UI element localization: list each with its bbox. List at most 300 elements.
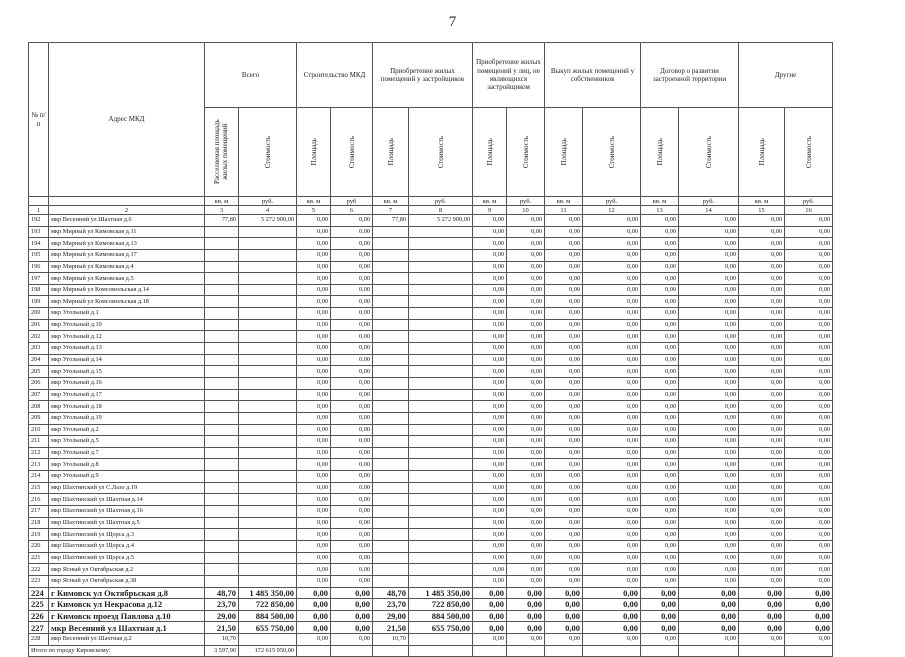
row-value-cell: 0,00 — [507, 482, 545, 494]
row-number: 203 — [29, 343, 49, 355]
row-value-cell: 0,00 — [679, 377, 739, 389]
row-value-cell: 0,00 — [331, 412, 373, 424]
row-value-cell: 0,00 — [331, 284, 373, 296]
row-value-cell: 0,00 — [785, 343, 833, 355]
row-value-cell — [373, 506, 409, 518]
row-value-cell — [205, 261, 239, 273]
row-value-cell: 0,00 — [473, 564, 507, 576]
row-value-cell: 0,00 — [739, 226, 785, 238]
row-value-cell — [239, 366, 297, 378]
row-value-cell: 0,00 — [545, 622, 583, 634]
row-value-cell — [239, 634, 297, 646]
row-value-cell: 0,00 — [679, 366, 739, 378]
row-value-cell — [205, 564, 239, 576]
row-value-cell: 0,00 — [785, 540, 833, 552]
table-row — [29, 401, 833, 413]
row-value-cell: 0,00 — [507, 284, 545, 296]
table-row — [29, 249, 833, 261]
row-value-cell: 48,70 — [373, 587, 409, 599]
row-value-cell — [205, 308, 239, 320]
row-value-cell: 0,00 — [473, 273, 507, 285]
row-address: мкр Угольный д.13 — [49, 343, 205, 355]
row-value-cell — [239, 471, 297, 483]
row-value-cell: 0,00 — [473, 540, 507, 552]
unit-label: руб. — [583, 197, 641, 206]
row-value-cell: 0,00 — [739, 296, 785, 308]
row-value-cell: 0,00 — [679, 238, 739, 250]
row-value-cell: 0,00 — [545, 215, 583, 227]
row-value-cell: 0,00 — [297, 610, 331, 622]
row-value-cell: 0,00 — [473, 494, 507, 506]
row-address: мкр Ясный ул Октябрьская д.2 — [49, 564, 205, 576]
unit-label: кв. м — [739, 197, 785, 206]
subheader-area: Площадь — [297, 108, 331, 197]
row-value-cell: 0,00 — [473, 575, 507, 587]
row-value-cell — [373, 354, 409, 366]
row-value-cell: 0,00 — [507, 436, 545, 448]
row-address: мкр Шахтинский ул Щорса д.4 — [49, 540, 205, 552]
row-number: 201 — [29, 319, 49, 331]
row-value-cell: 0,00 — [473, 366, 507, 378]
row-value-cell: 0,00 — [545, 401, 583, 413]
row-number: 223 — [29, 575, 49, 587]
subheader-resettled-area: Расселяемая площадь жилых помещений — [205, 108, 239, 197]
row-value-cell: 0,00 — [331, 401, 373, 413]
row-value-cell: 0,00 — [297, 273, 331, 285]
row-value-cell: 0,00 — [739, 517, 785, 529]
row-value-cell — [373, 343, 409, 355]
row-value-cell: 0,00 — [507, 401, 545, 413]
group-header-purchase-developer: Приобретение жилых помещений у застройщиков — [373, 43, 473, 108]
row-value-cell — [409, 540, 473, 552]
row-value-cell — [205, 319, 239, 331]
row-value-cell: 0,00 — [473, 296, 507, 308]
table-row — [29, 389, 833, 401]
row-value-cell: 0,00 — [679, 587, 739, 599]
row-value-cell: 0,00 — [679, 599, 739, 611]
column-number: 12 — [583, 206, 641, 215]
row-value-cell: 0,00 — [739, 610, 785, 622]
row-value-cell: 0,00 — [739, 308, 785, 320]
row-value-cell: 0,00 — [473, 610, 507, 622]
column-number: 11 — [545, 206, 583, 215]
row-value-cell: 0,00 — [331, 610, 373, 622]
row-value-cell — [409, 261, 473, 273]
row-value-cell: 0,00 — [739, 331, 785, 343]
row-value-cell: 0,00 — [739, 482, 785, 494]
row-value-cell: 0,00 — [297, 517, 331, 529]
row-value-cell: 0,00 — [473, 284, 507, 296]
row-value-cell: 0,00 — [641, 610, 679, 622]
row-address: мкр Угольный д.7 — [49, 447, 205, 459]
row-address: г Кимовск ул Некрасова д.12 — [49, 599, 205, 611]
header-row-groups — [29, 43, 833, 108]
row-value-cell: 0,00 — [739, 447, 785, 459]
row-number: 206 — [29, 377, 49, 389]
row-value-cell: 0,00 — [507, 215, 545, 227]
row-value-cell: 0,00 — [473, 261, 507, 273]
row-number: 200 — [29, 308, 49, 320]
row-number: 220 — [29, 540, 49, 552]
row-value-cell — [205, 377, 239, 389]
row-value-cell: 0,00 — [641, 587, 679, 599]
row-value-cell: 0,00 — [785, 424, 833, 436]
row-value-cell: 0,00 — [545, 249, 583, 261]
row-value-cell: 0,00 — [679, 610, 739, 622]
row-value-cell: 0,00 — [473, 622, 507, 634]
row-value-cell: 0,00 — [331, 273, 373, 285]
row-value-cell: 0,00 — [583, 331, 641, 343]
row-value-cell: 0,00 — [473, 238, 507, 250]
row-value-cell: 0,00 — [641, 215, 679, 227]
table-row — [29, 319, 833, 331]
row-value-cell: 0,00 — [507, 261, 545, 273]
row-value-cell — [205, 389, 239, 401]
row-value-cell — [205, 540, 239, 552]
row-value-cell: 0,00 — [641, 226, 679, 238]
row-value-cell: 0,00 — [331, 343, 373, 355]
row-value-cell: 0,00 — [583, 412, 641, 424]
row-value-cell: 0,00 — [507, 354, 545, 366]
row-value-cell: 0,00 — [785, 506, 833, 518]
row-value-cell — [409, 412, 473, 424]
row-value-cell: 0,00 — [297, 319, 331, 331]
row-value-cell: 1 485 350,00 — [409, 587, 473, 599]
column-number: 14 — [679, 206, 739, 215]
row-value-cell: 0,00 — [785, 273, 833, 285]
row-value-cell: 0,00 — [679, 389, 739, 401]
row-value-cell: 0,00 — [507, 319, 545, 331]
row-value-cell: 0,00 — [583, 284, 641, 296]
row-value-cell: 0,00 — [583, 517, 641, 529]
row-value-cell: 0,00 — [583, 587, 641, 599]
row-value-cell: 0,00 — [785, 471, 833, 483]
row-value-cell: 0,00 — [473, 436, 507, 448]
row-value-cell: 0,00 — [297, 424, 331, 436]
row-value-cell: 0,00 — [473, 599, 507, 611]
row-value-cell: 0,00 — [739, 587, 785, 599]
row-value-cell — [409, 517, 473, 529]
row-value-cell: 0,00 — [785, 331, 833, 343]
row-address: мкр Мирный ул Кимовская д.13 — [49, 238, 205, 250]
row-value-cell — [205, 296, 239, 308]
row-number: 199 — [29, 296, 49, 308]
row-value-cell: 0,00 — [739, 575, 785, 587]
total-value-cell — [785, 645, 833, 656]
row-value-cell: 0,00 — [473, 459, 507, 471]
row-value-cell — [373, 575, 409, 587]
row-value-cell: 0,00 — [297, 354, 331, 366]
row-value-cell: 0,00 — [507, 249, 545, 261]
subheader-area: Площадь — [473, 108, 507, 197]
row-value-cell: 0,00 — [679, 447, 739, 459]
row-value-cell: 0,00 — [785, 366, 833, 378]
row-value-cell: 0,00 — [583, 459, 641, 471]
row-value-cell: 0,00 — [739, 540, 785, 552]
row-value-cell — [373, 529, 409, 541]
row-value-cell: 0,00 — [507, 343, 545, 355]
row-value-cell: 0,00 — [641, 249, 679, 261]
row-number: 209 — [29, 412, 49, 424]
row-value-cell: 0,00 — [297, 599, 331, 611]
row-value-cell: 0,00 — [739, 634, 785, 646]
row-value-cell: 0,00 — [473, 354, 507, 366]
row-value-cell — [373, 296, 409, 308]
row-value-cell: 0,00 — [679, 401, 739, 413]
row-value-cell: 0,00 — [545, 482, 583, 494]
table-row — [29, 296, 833, 308]
row-value-cell: 0,00 — [331, 215, 373, 227]
row-address: мкр Угольный д.17 — [49, 389, 205, 401]
row-value-cell: 0,00 — [679, 308, 739, 320]
subheader-cost: Стоимость — [583, 108, 641, 197]
row-value-cell: 1 485 350,00 — [239, 587, 297, 599]
row-value-cell: 0,00 — [641, 401, 679, 413]
row-value-cell: 0,00 — [545, 587, 583, 599]
row-value-cell: 0,00 — [785, 412, 833, 424]
total-value-cell — [545, 645, 583, 656]
unit-label: руб. — [785, 197, 833, 206]
row-value-cell: 0,00 — [785, 226, 833, 238]
row-value-cell — [239, 506, 297, 518]
unit-label: руб. — [507, 197, 545, 206]
row-value-cell: 0,00 — [297, 261, 331, 273]
column-number: 13 — [641, 206, 679, 215]
row-value-cell — [409, 471, 473, 483]
row-value-cell: 0,00 — [679, 459, 739, 471]
row-value-cell — [409, 226, 473, 238]
row-value-cell — [409, 494, 473, 506]
row-value-cell: 0,00 — [545, 354, 583, 366]
row-value-cell: 0,00 — [641, 284, 679, 296]
row-value-cell: 0,00 — [545, 273, 583, 285]
row-value-cell — [373, 540, 409, 552]
row-number: 211 — [29, 436, 49, 448]
row-value-cell — [373, 284, 409, 296]
row-value-cell: 0,00 — [545, 471, 583, 483]
total-value-cell — [583, 645, 641, 656]
unit-label: кв. м — [545, 197, 583, 206]
row-value-cell: 0,00 — [297, 552, 331, 564]
row-value-cell: 0,00 — [545, 436, 583, 448]
row-value-cell: 21,50 — [205, 622, 239, 634]
row-value-cell: 0,00 — [297, 401, 331, 413]
subheader-area: Площадь — [373, 108, 409, 197]
row-value-cell: 0,00 — [297, 215, 331, 227]
row-value-cell: 0,00 — [331, 599, 373, 611]
row-value-cell: 21,50 — [373, 622, 409, 634]
row-value-cell — [409, 389, 473, 401]
subheader-cost: Стоимость — [785, 108, 833, 197]
unit-label: кв. м — [373, 197, 409, 206]
row-value-cell: 0,00 — [739, 506, 785, 518]
row-value-cell: 0,00 — [473, 412, 507, 424]
row-value-cell — [205, 482, 239, 494]
row-value-cell: 0,00 — [785, 517, 833, 529]
row-value-cell: 0,00 — [297, 506, 331, 518]
row-value-cell: 0,00 — [583, 564, 641, 576]
total-row — [29, 645, 833, 656]
row-value-cell: 0,00 — [583, 343, 641, 355]
row-value-cell: 0,00 — [641, 261, 679, 273]
row-value-cell: 0,00 — [507, 622, 545, 634]
row-value-cell: 0,00 — [679, 412, 739, 424]
row-number: 194 — [29, 238, 49, 250]
row-value-cell: 0,00 — [679, 273, 739, 285]
unit-label: руб — [331, 197, 373, 206]
row-value-cell — [373, 552, 409, 564]
row-value-cell: 0,00 — [297, 343, 331, 355]
column-number: 8 — [409, 206, 473, 215]
row-value-cell: 0,00 — [679, 494, 739, 506]
row-address: мкр Угольный д.2 — [49, 424, 205, 436]
column-number: 5 — [297, 206, 331, 215]
subheader-cost: Стоимость — [331, 108, 373, 197]
row-value-cell — [239, 308, 297, 320]
row-value-cell: 0,00 — [739, 436, 785, 448]
row-value-cell: 0,00 — [583, 599, 641, 611]
row-value-cell: 0,00 — [641, 296, 679, 308]
row-value-cell: 722 850,00 — [409, 599, 473, 611]
row-value-cell — [205, 471, 239, 483]
row-value-cell: 0,00 — [507, 506, 545, 518]
row-value-cell — [239, 401, 297, 413]
table-row — [29, 226, 833, 238]
row-value-cell: 0,00 — [331, 319, 373, 331]
row-value-cell: 0,00 — [331, 424, 373, 436]
row-value-cell: 0,00 — [641, 529, 679, 541]
row-value-cell: 0,00 — [583, 447, 641, 459]
table-row — [29, 366, 833, 378]
subheader-area: Площадь — [739, 108, 785, 197]
row-value-cell: 0,00 — [739, 284, 785, 296]
row-value-cell: 0,00 — [583, 366, 641, 378]
row-value-cell — [409, 377, 473, 389]
row-value-cell: 0,00 — [545, 575, 583, 587]
row-value-cell: 0,00 — [297, 471, 331, 483]
row-value-cell — [409, 575, 473, 587]
row-value-cell — [205, 459, 239, 471]
subheader-cost: Стоимость — [409, 108, 473, 197]
row-value-cell: 0,00 — [507, 424, 545, 436]
row-value-cell — [205, 447, 239, 459]
row-value-cell: 0,00 — [473, 377, 507, 389]
row-value-cell: 0,00 — [679, 471, 739, 483]
row-value-cell: 0,00 — [739, 238, 785, 250]
row-value-cell: 0,00 — [545, 459, 583, 471]
row-value-cell: 0,00 — [545, 238, 583, 250]
row-value-cell: 0,00 — [679, 319, 739, 331]
row-value-cell: 0,00 — [331, 529, 373, 541]
row-value-cell: 0,00 — [583, 494, 641, 506]
row-value-cell: 0,00 — [641, 436, 679, 448]
row-number: 219 — [29, 529, 49, 541]
row-value-cell: 0,00 — [297, 412, 331, 424]
row-value-cell: 0,00 — [297, 377, 331, 389]
row-value-cell: 0,00 — [507, 634, 545, 646]
row-address: мкр Шахтинский ул Шахтная д.14 — [49, 494, 205, 506]
subheader-cost: Стоимость — [679, 108, 739, 197]
row-value-cell — [205, 401, 239, 413]
row-value-cell: 0,00 — [739, 494, 785, 506]
row-value-cell: 0,00 — [545, 331, 583, 343]
row-value-cell — [409, 273, 473, 285]
group-header-total: Всего — [205, 43, 297, 108]
row-value-cell: 0,00 — [641, 447, 679, 459]
row-value-cell: 0,00 — [545, 308, 583, 320]
row-value-cell — [409, 238, 473, 250]
row-address: мкр Угольный д.15 — [49, 366, 205, 378]
row-value-cell — [239, 273, 297, 285]
row-address: мкр Мирный ул Комсомольская д.18 — [49, 296, 205, 308]
row-value-cell: 0,00 — [641, 494, 679, 506]
row-value-cell: 0,00 — [473, 587, 507, 599]
row-value-cell: 884 500,00 — [239, 610, 297, 622]
row-value-cell: 0,00 — [583, 377, 641, 389]
row-number: 215 — [29, 482, 49, 494]
row-value-cell: 0,00 — [331, 494, 373, 506]
row-value-cell — [205, 494, 239, 506]
subheader-cost: Стоимость — [507, 108, 545, 197]
row-number: 225 — [29, 599, 49, 611]
row-value-cell: 0,00 — [545, 319, 583, 331]
row-value-cell: 0,00 — [545, 389, 583, 401]
row-value-cell: 0,00 — [507, 366, 545, 378]
row-value-cell — [409, 354, 473, 366]
row-value-cell — [205, 273, 239, 285]
table-body — [29, 215, 833, 646]
row-value-cell: 0,00 — [583, 529, 641, 541]
row-value-cell — [239, 343, 297, 355]
row-value-cell — [373, 447, 409, 459]
total-value-cell — [373, 645, 409, 656]
row-value-cell: 0,00 — [331, 575, 373, 587]
row-value-cell — [409, 319, 473, 331]
row-value-cell — [373, 366, 409, 378]
row-value-cell — [239, 284, 297, 296]
column-number: 6 — [331, 206, 373, 215]
table-row — [29, 634, 833, 646]
row-address: мкр Весенний ул Шахтная д.6 — [49, 215, 205, 227]
row-address: мкр Шахтинский ул Щорса д.3 — [49, 529, 205, 541]
row-number: 192 — [29, 215, 49, 227]
row-value-cell: 0,00 — [473, 482, 507, 494]
row-number: 207 — [29, 389, 49, 401]
row-address: мкр Весенний ул Шахтная д.1 — [49, 622, 205, 634]
row-value-cell: 0,00 — [785, 447, 833, 459]
row-value-cell — [409, 529, 473, 541]
row-number: 222 — [29, 564, 49, 576]
row-value-cell: 0,00 — [583, 226, 641, 238]
row-value-cell — [373, 331, 409, 343]
unit-label: кв. м — [205, 197, 239, 206]
row-value-cell: 0,00 — [331, 389, 373, 401]
row-value-cell: 0,00 — [507, 459, 545, 471]
row-value-cell — [239, 261, 297, 273]
row-value-cell: 0,00 — [473, 389, 507, 401]
row-value-cell: 0,00 — [507, 296, 545, 308]
table-row — [29, 261, 833, 273]
table-row — [29, 529, 833, 541]
row-value-cell — [239, 424, 297, 436]
row-address: мкр Мирный ул Кимовская д.11 — [49, 226, 205, 238]
row-value-cell — [239, 447, 297, 459]
total-value-cell: 172 615 950,00 — [239, 645, 297, 656]
row-value-cell: 0,00 — [583, 436, 641, 448]
row-value-cell — [239, 249, 297, 261]
row-value-cell: 0,00 — [507, 517, 545, 529]
row-value-cell: 0,00 — [507, 494, 545, 506]
